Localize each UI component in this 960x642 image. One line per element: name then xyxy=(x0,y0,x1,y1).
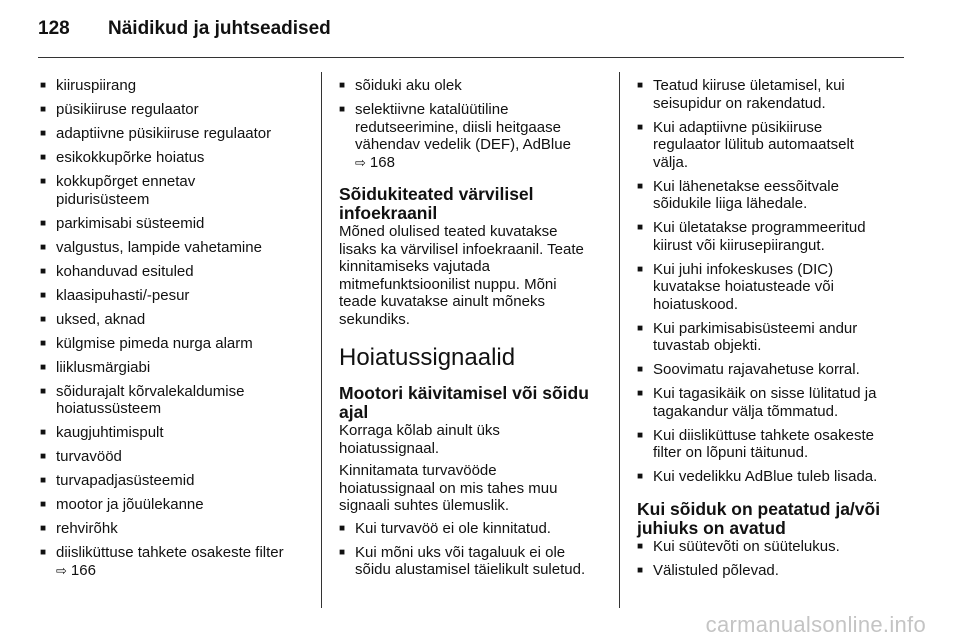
chime-list xyxy=(339,520,605,579)
text-line: adaptiivne püsikiiruse regulaator xyxy=(56,125,272,142)
text-line: Kui juhi infokeskuses (DIC) xyxy=(653,260,834,278)
text-line: rehvirõhk xyxy=(56,520,118,537)
text-line: esikokkupõrke hoiatus xyxy=(56,149,205,166)
list-item xyxy=(40,383,308,418)
text-line: kuvatakse hoiatusteade või xyxy=(653,278,834,295)
text-line: hoiatussignaal on mis tahes muu xyxy=(339,479,558,497)
column-divider-1 xyxy=(321,72,322,608)
text-line: mootor ja jõuülekanne xyxy=(56,496,204,513)
page-header xyxy=(38,18,910,48)
text-line: turvavööd xyxy=(56,448,122,465)
text-line: külgmise pimeda nurga alarm xyxy=(56,334,253,352)
list-item xyxy=(40,424,308,442)
text-line: mitmefunktsioonilist nuppu. Mõni xyxy=(339,275,557,293)
text-line: diisliküttuse tahkete osakeste filter xyxy=(56,544,284,561)
text-line: filter on lõpuni täitunud. xyxy=(653,444,809,461)
list-item xyxy=(637,361,907,379)
list-item xyxy=(637,261,907,314)
heading-starting-engine xyxy=(339,384,605,422)
text-line: kiirust või kiirusepiirangut. xyxy=(653,236,825,254)
text-line: Soovimatu rajavahetuse korral. xyxy=(653,361,860,378)
paragraph-single-chime xyxy=(339,422,605,457)
text-line: Kui süütevõti on süütelukus. xyxy=(653,537,840,555)
text-line: juhiuks on avatud xyxy=(637,517,786,538)
text-line: hoiatussüsteem xyxy=(56,400,162,417)
text-line: Kui tagasikäik on sisse lülitatud ja xyxy=(653,385,877,402)
text-line: klaasipuhasti/-pesur xyxy=(56,286,190,304)
list-item xyxy=(339,77,605,95)
text-line: Mootori käivitamisel või sõidu xyxy=(339,383,589,403)
list-item xyxy=(40,125,308,143)
list-item xyxy=(40,359,308,377)
list-item xyxy=(40,149,308,167)
column-3 xyxy=(637,77,907,586)
list-item xyxy=(40,215,308,233)
text-line: sekundiks. xyxy=(339,310,410,328)
list-item xyxy=(40,520,308,538)
text-line: Kui lähenetakse eessõitvale xyxy=(653,177,839,195)
text-line: Korraga kõlab ainult üks xyxy=(339,422,500,439)
list-item xyxy=(40,263,308,281)
text-line: teade kuvatakse ainult mõneks xyxy=(339,293,545,310)
text-line: hoiatussignaal. xyxy=(339,439,440,457)
text-line: Kui parkimisabisüsteemi andur xyxy=(653,319,858,337)
text-line: tagakandur välja tõmmatud. xyxy=(653,402,839,420)
header-rule xyxy=(38,57,904,58)
heading-color-info-display-messages xyxy=(339,185,605,223)
text-line: hoiatuskood. xyxy=(653,295,739,313)
text-line: turvapadjasüsteemid xyxy=(56,472,195,489)
text-line: selektiivne katalüütiline xyxy=(355,101,509,118)
list-item xyxy=(637,562,907,580)
text-line: pidurisüsteem xyxy=(56,190,150,208)
text-line: tuvastab objekti. xyxy=(653,337,762,354)
page-reference[interactable]: 168 xyxy=(369,153,395,171)
text-line: uksed, aknad xyxy=(56,310,146,328)
text-line: ajal xyxy=(339,402,369,422)
text-line: sõidukile liiga lähedale. xyxy=(653,195,808,212)
text-line: kaugjuhtimispult xyxy=(56,424,164,441)
text-line: Kui vedelikku AdBlue tuleb lisada. xyxy=(653,468,878,485)
list-item xyxy=(637,538,907,556)
list-item xyxy=(339,544,605,579)
text-line: Kinnitamata turvavööde xyxy=(339,462,497,479)
text-line: valgustus, lampide vahetamine xyxy=(56,238,262,256)
section-title-warning-chimes: Hoiatussignaalid xyxy=(339,344,516,371)
list-item xyxy=(40,335,308,353)
text-line: redutseerimine, diisli heitgaase xyxy=(355,118,561,136)
text-line: parkimisabi süsteemid xyxy=(56,214,205,232)
page-reference-arrow-icon: ⇨ xyxy=(56,562,67,578)
text-line: Kui ületatakse programmeeritud xyxy=(653,219,866,236)
text-line: infoekraanil xyxy=(339,203,438,223)
text-line: Kui mõni uks või tagaluuk ei ole xyxy=(355,543,566,561)
feature-list-continued xyxy=(339,77,605,171)
list-item xyxy=(40,448,308,466)
text-line: Kui turvavöö ei ole kinnitatud. xyxy=(355,519,551,537)
column-1 xyxy=(40,77,308,586)
text-line: Kui sõiduk on peatatud ja/või xyxy=(637,498,881,519)
text-line: signaali suhtes ülemuslik. xyxy=(339,497,510,514)
page-number: 128 xyxy=(38,18,70,39)
chapter-title: Näidikud ja juhtseadised xyxy=(108,18,331,39)
text-line: regulaator lülitub automaatselt xyxy=(653,136,854,153)
list-item xyxy=(637,119,907,172)
text-line: sõiduki aku olek xyxy=(355,77,462,94)
list-item xyxy=(40,311,308,329)
list-item xyxy=(637,77,907,112)
text-line: liiklusmärgiabi xyxy=(56,358,151,376)
text-line: Välistuled põlevad. xyxy=(653,561,779,579)
text-line: sõidu alustamisel täielikult suletud. xyxy=(355,561,586,578)
paragraph-seatbelt-priority xyxy=(339,462,605,515)
page-reference-arrow-icon: ⇨ xyxy=(355,154,366,170)
list-item xyxy=(637,178,907,213)
text-line: püsikiiruse regulaator xyxy=(56,101,199,118)
text-line: lisaks ka värvilisel infoekraanil. Teate xyxy=(339,240,584,258)
list-item xyxy=(637,219,907,254)
list-item xyxy=(637,468,907,486)
text-line: seisupidur on rakendatud. xyxy=(653,94,826,112)
text-line: kokkupõrget ennetav xyxy=(56,173,196,190)
page-reference[interactable]: 166 xyxy=(70,561,96,579)
list-item xyxy=(339,520,605,538)
text-line: Sõidukiteated värvilisel xyxy=(339,184,534,204)
stopped-chime-list xyxy=(637,538,907,580)
list-item xyxy=(339,101,605,171)
list-item xyxy=(40,173,308,208)
text-line: kinnitamiseks vajutada xyxy=(339,258,490,275)
list-item xyxy=(637,427,907,462)
list-item xyxy=(637,385,907,420)
list-item xyxy=(40,287,308,305)
list-item xyxy=(40,239,308,257)
text-line: Mõned olulised teated kuvatakse xyxy=(339,223,558,240)
paragraph-info-display xyxy=(339,223,605,328)
text-line: kohanduvad esituled xyxy=(56,262,194,280)
text-line: Kui diisliküttuse tahkete osakeste xyxy=(653,426,874,444)
feature-list xyxy=(40,77,308,579)
heading-vehicle-stopped xyxy=(637,500,907,538)
text-line: vähendav vedelik (DEF), AdBlue xyxy=(355,136,571,153)
watermark: carmanualsonline.info xyxy=(705,612,926,637)
text-line: kiiruspiirang xyxy=(56,77,137,94)
list-item xyxy=(40,77,308,95)
text-line: sõidurajalt kõrvalekaldumise xyxy=(56,382,245,400)
text-line: välja. xyxy=(653,153,689,171)
list-item xyxy=(637,320,907,355)
list-item xyxy=(40,496,308,514)
list-item xyxy=(40,544,308,579)
column-2 xyxy=(339,77,605,585)
list-item xyxy=(40,101,308,119)
list-item xyxy=(40,472,308,490)
text-line: Teatud kiiruse ületamisel, kui xyxy=(653,77,845,94)
chime-list-continued xyxy=(637,77,907,486)
text-line: Kui adaptiivne püsikiiruse xyxy=(653,118,823,136)
column-divider-2 xyxy=(619,72,620,608)
